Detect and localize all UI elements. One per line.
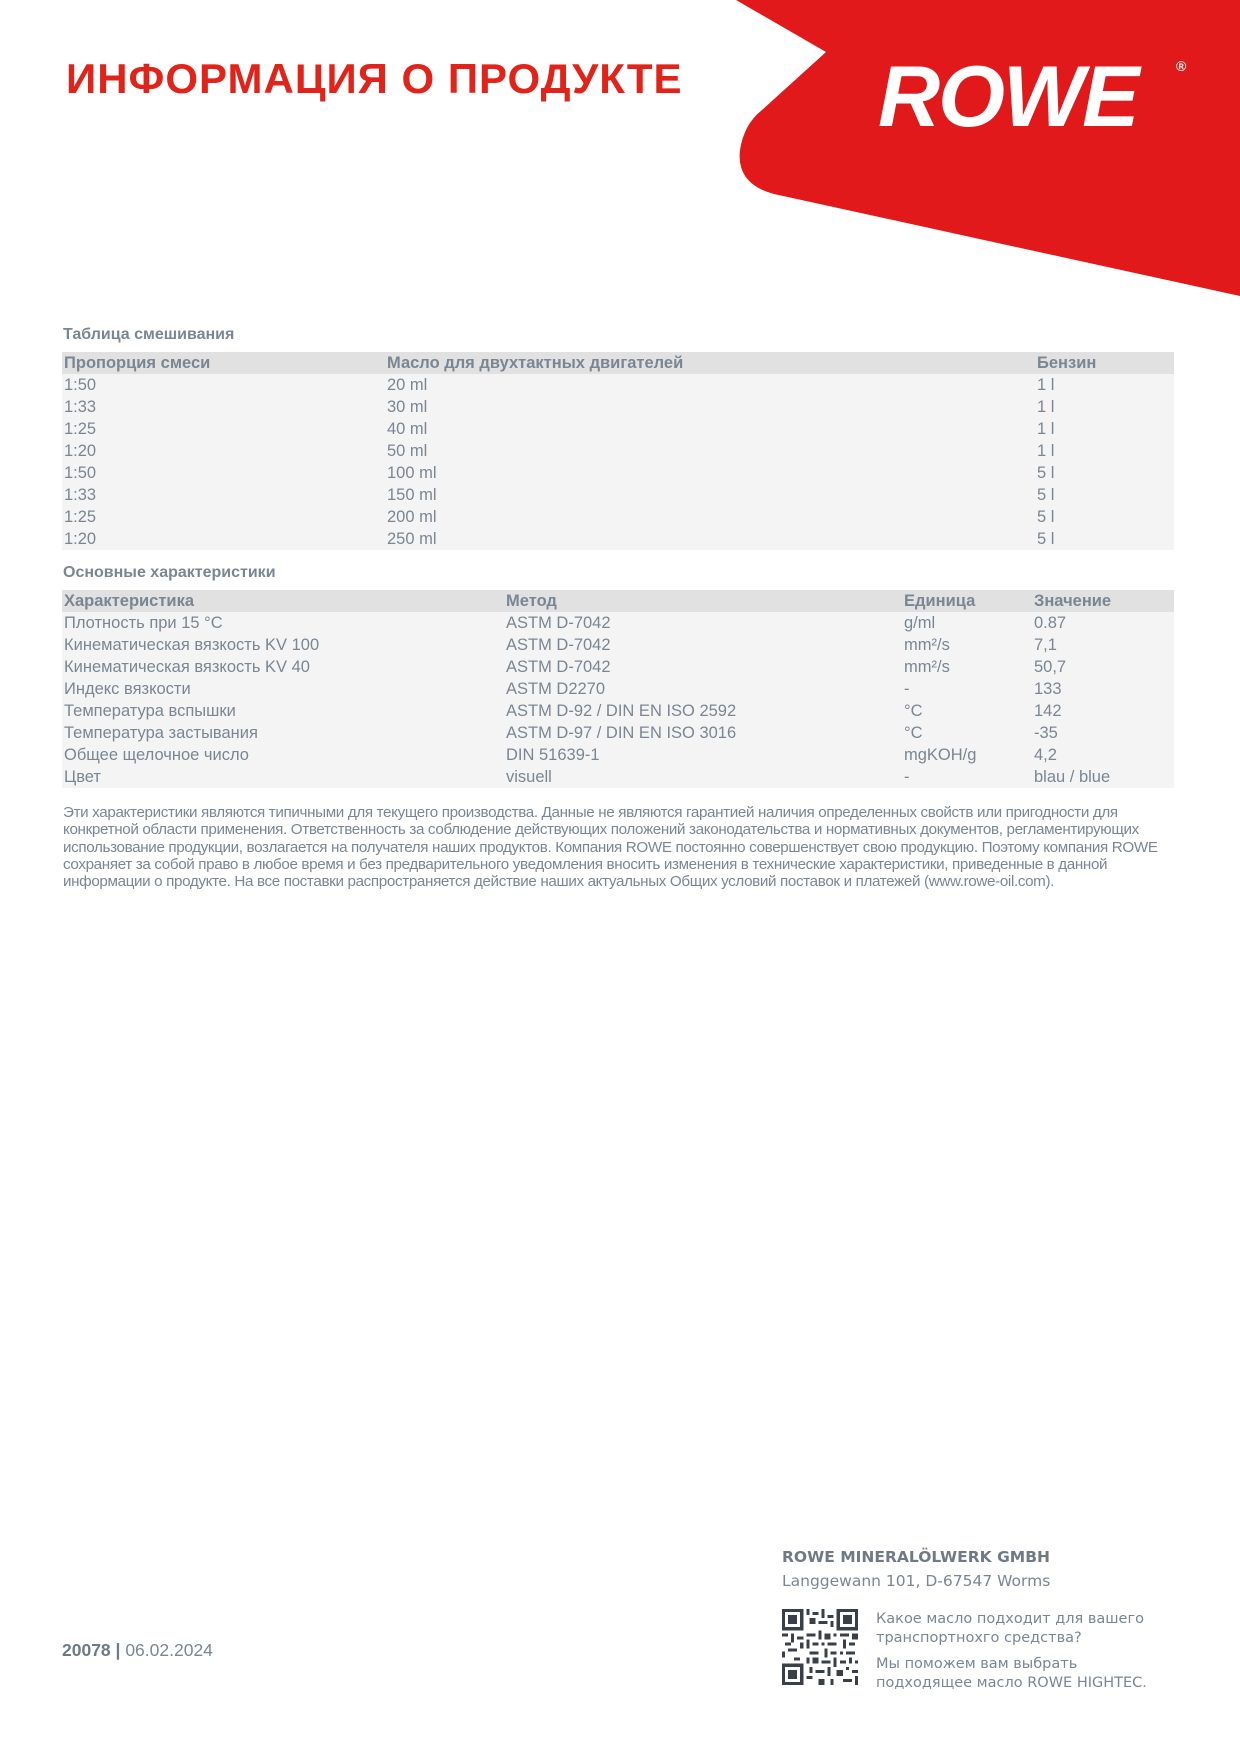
table-cell: 1 l	[1035, 374, 1174, 396]
table-row	[62, 700, 1174, 722]
table-cell: 150 ml	[385, 484, 1035, 506]
table-cell: 40 ml	[385, 418, 1035, 440]
table-row	[62, 766, 1174, 788]
table-cell: 1:33	[62, 396, 385, 418]
help-answer-line2: подходящее масло ROWE HIGHTEC.	[876, 1675, 1147, 1691]
table-row	[62, 484, 1174, 506]
table-cell: 1 l	[1035, 418, 1174, 440]
column-header: Характеристика	[62, 590, 504, 612]
table-cell: mgKOH/g	[902, 744, 1032, 766]
table-header-row	[62, 352, 1174, 374]
mixing-table-title: Таблица смешивания	[63, 326, 235, 343]
registered-mark: ®	[1176, 58, 1187, 74]
table-row	[62, 374, 1174, 396]
mixing-table	[62, 352, 1174, 550]
table-cell: DIN 51639-1	[504, 744, 902, 766]
column-header: Масло для двухтактных двигателей	[385, 352, 1035, 374]
table-cell: ASTM D2270	[504, 678, 902, 700]
column-header: Единица	[902, 590, 1032, 612]
column-header: Бензин	[1035, 352, 1174, 374]
table-row	[62, 418, 1174, 440]
table-cell: ASTM D-92 / DIN EN ISO 2592	[504, 700, 902, 722]
table-cell: ASTM D-97 / DIN EN ISO 3016	[504, 722, 902, 744]
table-row	[62, 656, 1174, 678]
column-header: Метод	[504, 590, 902, 612]
table-cell: 133	[1032, 678, 1174, 700]
table-cell: -	[902, 766, 1032, 788]
table-row	[62, 722, 1174, 744]
table-cell: 1:25	[62, 418, 385, 440]
table-cell: 1:33	[62, 484, 385, 506]
table-row	[62, 506, 1174, 528]
table-cell: Общее щелочное число	[62, 744, 504, 766]
table-cell: mm²/s	[902, 634, 1032, 656]
table-cell: g/ml	[902, 612, 1032, 634]
table-row	[62, 528, 1174, 550]
table-cell: ASTM D-7042	[504, 656, 902, 678]
table-cell: 5 l	[1035, 462, 1174, 484]
table-cell: 5 l	[1035, 506, 1174, 528]
column-header: Пропорция смеси	[62, 352, 385, 374]
table-cell: Температура застывания	[62, 722, 504, 744]
company-address: Langgewann 101, D-67547 Worms	[782, 1572, 1051, 1590]
table-cell: -	[902, 678, 1032, 700]
table-cell: 1:20	[62, 440, 385, 462]
brand-corner-shape	[0, 0, 1240, 300]
table-cell: 0.87	[1032, 612, 1174, 634]
table-cell: 1:20	[62, 528, 385, 550]
table-cell: 100 ml	[385, 462, 1035, 484]
table-cell: 1 l	[1035, 396, 1174, 418]
table-cell: 1 l	[1035, 440, 1174, 462]
table-cell: 20 ml	[385, 374, 1035, 396]
help-question-line2: транспортнохго средства?	[876, 1630, 1082, 1646]
document-number: 20078	[62, 1640, 111, 1660]
table-cell: 5 l	[1035, 528, 1174, 550]
document-info	[62, 1640, 213, 1661]
table-cell: Кинематическая вязкость KV 40	[62, 656, 504, 678]
table-row	[62, 744, 1174, 766]
table-row	[62, 396, 1174, 418]
table-cell: Плотность при 15 °C	[62, 612, 504, 634]
help-answer-line1: Мы поможем вам выбрать	[876, 1656, 1078, 1672]
table-cell: Кинематическая вязкость KV 100	[62, 634, 504, 656]
table-row	[62, 440, 1174, 462]
table-cell: 4,2	[1032, 744, 1174, 766]
table-cell: ASTM D-7042	[504, 612, 902, 634]
table-cell: Цвет	[62, 766, 504, 788]
document-separator: |	[115, 1640, 121, 1660]
table-row	[62, 462, 1174, 484]
table-row	[62, 678, 1174, 700]
table-cell: 1:50	[62, 462, 385, 484]
table-cell: 142	[1032, 700, 1174, 722]
table-cell: 250 ml	[385, 528, 1035, 550]
table-cell: mm²/s	[902, 656, 1032, 678]
column-header: Значение	[1032, 590, 1174, 612]
table-cell: 50 ml	[385, 440, 1035, 462]
table-row	[62, 612, 1174, 634]
table-cell: 5 l	[1035, 484, 1174, 506]
table-cell: -35	[1032, 722, 1174, 744]
table-cell: Индекс вязкости	[62, 678, 504, 700]
table-cell: °C	[902, 722, 1032, 744]
page-title: ИНФОРМАЦИЯ О ПРОДУКТЕ	[66, 55, 683, 102]
table-cell: visuell	[504, 766, 902, 788]
company-name: ROWE MINERALÖLWERK GMBH	[782, 1548, 1051, 1566]
table-cell: °C	[902, 700, 1032, 722]
rowe-logo: ROWE	[878, 49, 1138, 145]
disclaimer-text: Эти характеристики являются типичными для текущего производства. Данные не являются гарантией наличия определенных свойств или пригодности для конкретной области применения. Ответственность за соблюдение действующих положений законодательства и нормативных документов, регламентирующих использование продукции, возлагается на получателя наших продуктов. Компания ROWE постоянно совершенствует свою продукцию. Поэтому компания ROWE сохраняет за собой право в любое время и без предварительного уведомления вносить изменения в технические характеристики, приведенные в данной информации о продукте. На все поставки распространяется действие наших актуальных Общих условий поставок и платежей (www.rowe-oil.com).	[63, 804, 1158, 891]
table-cell: 1:25	[62, 506, 385, 528]
table-cell: 50,7	[1032, 656, 1174, 678]
help-question-line1: Какое масло подходит для вашего	[876, 1611, 1144, 1627]
properties-table	[62, 590, 1174, 788]
table-cell: 7,1	[1032, 634, 1174, 656]
table-cell: 200 ml	[385, 506, 1035, 528]
document-date: 06.02.2024	[125, 1640, 213, 1660]
table-cell: 30 ml	[385, 396, 1035, 418]
table-header-row	[62, 590, 1174, 612]
qr-code-icon[interactable]	[782, 1609, 858, 1685]
properties-table-title: Основные характеристики	[63, 564, 276, 581]
table-cell: Температура вспышки	[62, 700, 504, 722]
table-cell: ASTM D-7042	[504, 634, 902, 656]
table-cell: 1:50	[62, 374, 385, 396]
table-cell: blau / blue	[1032, 766, 1174, 788]
table-row	[62, 634, 1174, 656]
